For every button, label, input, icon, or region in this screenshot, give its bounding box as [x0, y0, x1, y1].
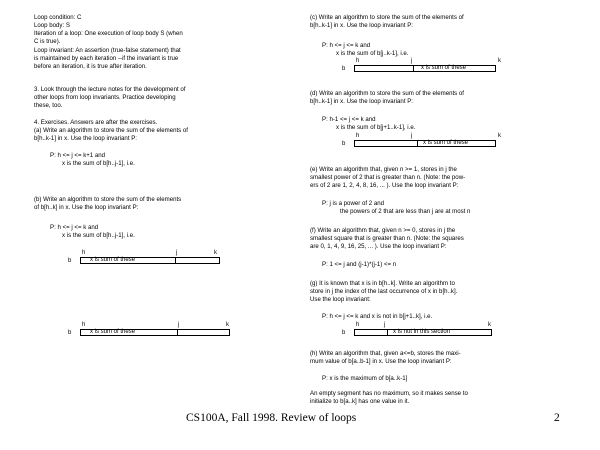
h-index-label: h	[356, 133, 360, 139]
text-line: (f) Write an algorithm that, given n >= 0, stores in j the	[310, 227, 456, 234]
text-line: x is the sum of b[j..k-1], i.e.	[336, 50, 409, 57]
segment-divider	[413, 66, 414, 71]
segment-divider	[387, 330, 388, 335]
k-index-label: k	[226, 322, 229, 328]
text-line: b[h..k-1] in x. Use the loop invariant P:	[34, 135, 137, 142]
text-line: P: h-1 <= j <= k and	[322, 116, 376, 123]
text-line: Loop condition: C	[34, 14, 82, 21]
text-line: P: h <= j <= k and	[50, 224, 99, 231]
text-line: P: j is a power of 2 and	[322, 200, 384, 207]
array-name: b	[68, 330, 72, 336]
j-index-label: j	[176, 250, 178, 256]
j-index-label: j	[411, 133, 413, 139]
text-line: store in j the index of the last occurrence of x in b[h..k].	[310, 288, 458, 295]
segment-label: x is sum of these	[423, 140, 469, 146]
array-name: b	[342, 330, 346, 336]
text-line: initialize to b[a..k] has one value in it.	[310, 398, 410, 405]
text-line: (e) Write an algorithm that, given n >= 1, stores in j the	[310, 166, 457, 173]
segment-label: x is sum of these	[421, 65, 467, 71]
k-index-label: k	[214, 250, 217, 256]
text-line: is maintained by each iteration --if the invariant is true	[34, 55, 179, 62]
text-line: P: h <= j <= k and	[322, 42, 371, 49]
text-line: P: h <= j <= k and x is not in b[j+1..k], i.e.	[322, 313, 433, 320]
text-line: 4. Exercises. Answers are after the exercises.	[34, 119, 158, 126]
array-bar	[354, 329, 492, 336]
k-index-label: k	[498, 58, 501, 64]
text-line: x is the sum of b[h..j-1], i.e.	[62, 160, 135, 167]
text-line: ers of 2 are 1, 2, 4, 8, 16, ... ). Use the loop invariant P:	[310, 182, 459, 189]
array-name: b	[342, 66, 346, 72]
array-bar	[80, 329, 230, 336]
h-index-label: h	[356, 322, 360, 328]
array-name: b	[68, 258, 72, 264]
text-line: Loop body: S	[34, 22, 70, 29]
text-line: P: h <= j <= k+1 and	[50, 152, 106, 159]
j-index-label: j	[178, 322, 180, 328]
text-line: (a) Write an algorithm to store the sum of the elements of	[34, 127, 188, 134]
text-line: C is true).	[34, 38, 61, 45]
text-line: (h) Write an algorithm that, given a<=b, stores the maxi-	[310, 350, 461, 357]
text-line: x is the sum of b[h..j-1], i.e.	[62, 232, 135, 239]
text-line: before an iteration, it is true after iteration.	[34, 63, 147, 70]
text-line: Use the loop invariant:	[310, 296, 371, 303]
text-line: the powers of 2 that are less than j are at most n	[340, 208, 471, 215]
text-line: these, too.	[34, 102, 63, 109]
segment-divider	[177, 330, 178, 335]
text-line: (d) Write an algorithm to store the sum of the elements of	[310, 90, 464, 97]
text-line: are 0, 1, 4, 9, 16, 25, ... ). Use the loop invariant P:	[310, 243, 447, 250]
text-line: of b[h..k] in x. Use the loop invariant P:	[34, 204, 139, 211]
array-bar	[354, 140, 496, 147]
h-index-label: h	[82, 250, 86, 256]
text-line: other loops from loop invariants. Practice developing	[34, 94, 176, 101]
j-index-label: j	[384, 322, 386, 328]
text-line: P: x is the maximum of b[a..k-1]	[322, 375, 408, 382]
segment-label: x is sum of these	[90, 257, 136, 263]
page-number: 2	[554, 412, 560, 424]
segment-label: x is not in this section	[393, 329, 451, 335]
array-name: b	[342, 141, 346, 147]
text-line: Loop invariant: An assertion (true-false statement) that	[34, 47, 181, 54]
text-line: b[h..k-1] in x. Use the loop invariant P:	[310, 98, 413, 105]
text-line: Iteration of a loop: One execution of loop body S (when	[34, 30, 183, 37]
array-bar	[80, 257, 220, 264]
h-index-label: h	[356, 58, 360, 64]
text-line: P: 1 <= j and (j-1)*(j-1) <= n	[322, 261, 397, 268]
segment-label: x is sum of these	[90, 329, 136, 335]
k-index-label: k	[498, 133, 501, 139]
footer-course-title: CS100A, Fall 1998. Review of loops	[186, 412, 357, 424]
text-line: An empty segment has no maximum, so it makes sense to	[310, 390, 468, 397]
segment-divider	[417, 141, 418, 146]
text-line: mum value of b[a..b-1] in x. Use the loop invariant P:	[310, 358, 452, 365]
text-line: x is the sum of b[j+1..k-1], i.e.	[336, 124, 416, 131]
text-line: smallest power of 2 that is greater than n. (Note: the pow-	[310, 174, 466, 181]
k-index-label: k	[488, 322, 491, 328]
h-index-label: h	[82, 322, 86, 328]
text-line: (g) It is known that x is in b[h..k]. Write an algorithm to	[310, 280, 455, 287]
text-line: b[h..k-1] in x. Use the loop invariant P:	[310, 22, 413, 29]
text-line: (c) Write an algorithm to store the sum of the elements of	[310, 14, 464, 21]
text-line: 3. Look through the lecture notes for the development of	[34, 86, 186, 93]
array-bar	[354, 65, 496, 72]
segment-divider	[175, 258, 176, 263]
text-line: smallest square that is greater than n. (Note: the squares	[310, 235, 464, 242]
text-line: (b) Write an algorithm to store the sum of the elements	[34, 196, 182, 203]
j-index-label: j	[411, 58, 413, 64]
